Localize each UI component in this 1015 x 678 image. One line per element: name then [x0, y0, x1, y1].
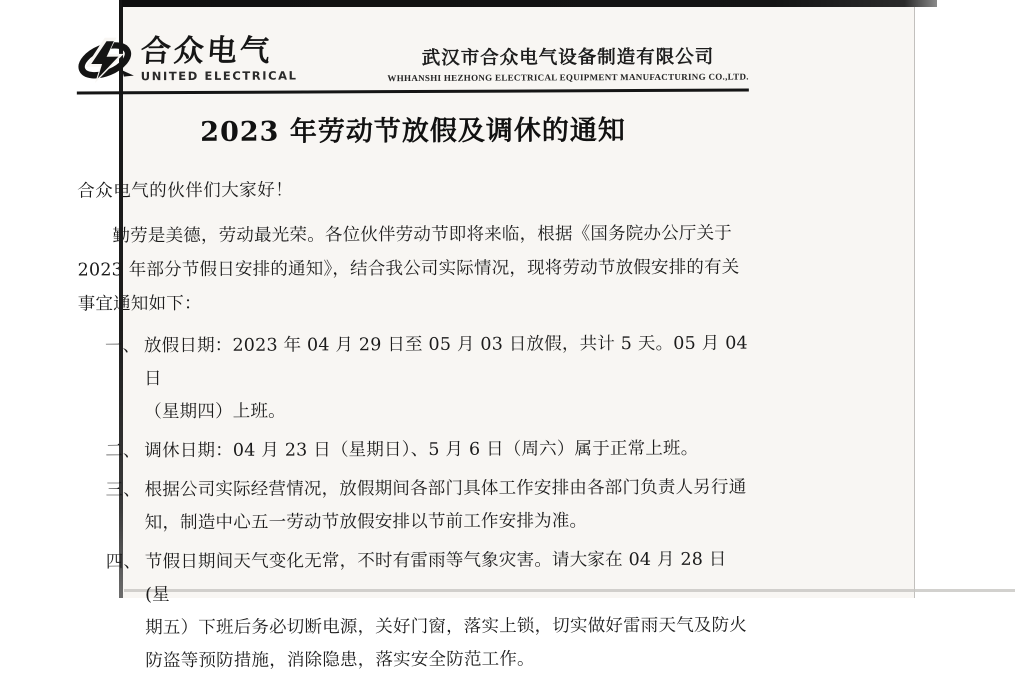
notice-item-3 — [79, 472, 751, 541]
item-line: 节假日期间天气变化无常，不时有雷雨等气象灾害。请大家在 04 月 28 日(星 — [144, 549, 727, 606]
item-text — [144, 328, 750, 430]
logo-chinese-name: 合众电气 — [139, 33, 274, 70]
item-line: 期五）下班后务必切断电源，关好门窗，落实上锁，切实做好雷雨天气及防火 — [145, 615, 748, 639]
item-line: 防盗等预防措施，消除隐患，落实安全防范工作。 — [145, 649, 535, 672]
item-text — [145, 472, 751, 541]
notice-items — [78, 328, 752, 678]
item-line: （星期四）上班。 — [144, 401, 286, 423]
item-number: 三、 — [105, 480, 141, 501]
company-name-block — [387, 43, 749, 85]
greeting-line: 合众电气的伙伴们大家好！ — [77, 180, 294, 202]
document-content — [77, 33, 752, 678]
item-line: 知，制造中心五一劳动节放假安排以节前工作安排为准。 — [144, 511, 588, 534]
notice-item-4 — [79, 544, 752, 678]
intro-line: 事宜通知如下： — [77, 293, 202, 315]
item-text — [145, 544, 752, 678]
company-name-chinese: 武汉市合众电气设备制造有限公司 — [421, 46, 715, 69]
item-line: 根据公司实际经营情况，放假期间各部门具体工作安排由各部门负责人另行通 — [144, 477, 747, 501]
item-number: 二、 — [105, 441, 141, 462]
hezhong-swoosh-lightning-icon — [77, 35, 135, 85]
intro-line: 勤劳是美德，劳动最光荣。各位伙伴劳动节即将来临，根据《国务院办公厅关于 — [112, 223, 733, 247]
item-line: 调休日期：04 月 23 日（星期日）、5 月 6 日（周六）属于正常上班。 — [144, 438, 699, 462]
company-logo — [77, 35, 298, 86]
item-text — [144, 433, 750, 469]
logo-text — [139, 33, 298, 84]
notice-title: 2023 年劳动节放假及调休的通知 — [200, 115, 626, 148]
letterhead — [77, 33, 749, 95]
company-name-english: WHHANSHI HEZHONG ELECTRICAL EQUIPMENT MANUFACTURING CO.,LTD. — [387, 71, 749, 84]
notice-item-1 — [78, 328, 750, 430]
intro-paragraph — [77, 217, 749, 322]
item-number: 四、 — [105, 552, 141, 573]
scan-edge-top — [122, 0, 937, 7]
item-line: 放假日期：2023 年 04 月 29 日至 05 月 03 日放假，共计 5 天。05 月 04 日 — [143, 333, 748, 390]
intro-line: 2023 年部分节假日安排的通知》，结合我公司实际情况，现将劳动节放假安排的有关 — [77, 257, 740, 281]
notice-item-2 — [78, 433, 750, 469]
logo-english-name: UNITED ELECTRICAL — [140, 68, 298, 84]
item-number: 一、 — [104, 336, 141, 357]
